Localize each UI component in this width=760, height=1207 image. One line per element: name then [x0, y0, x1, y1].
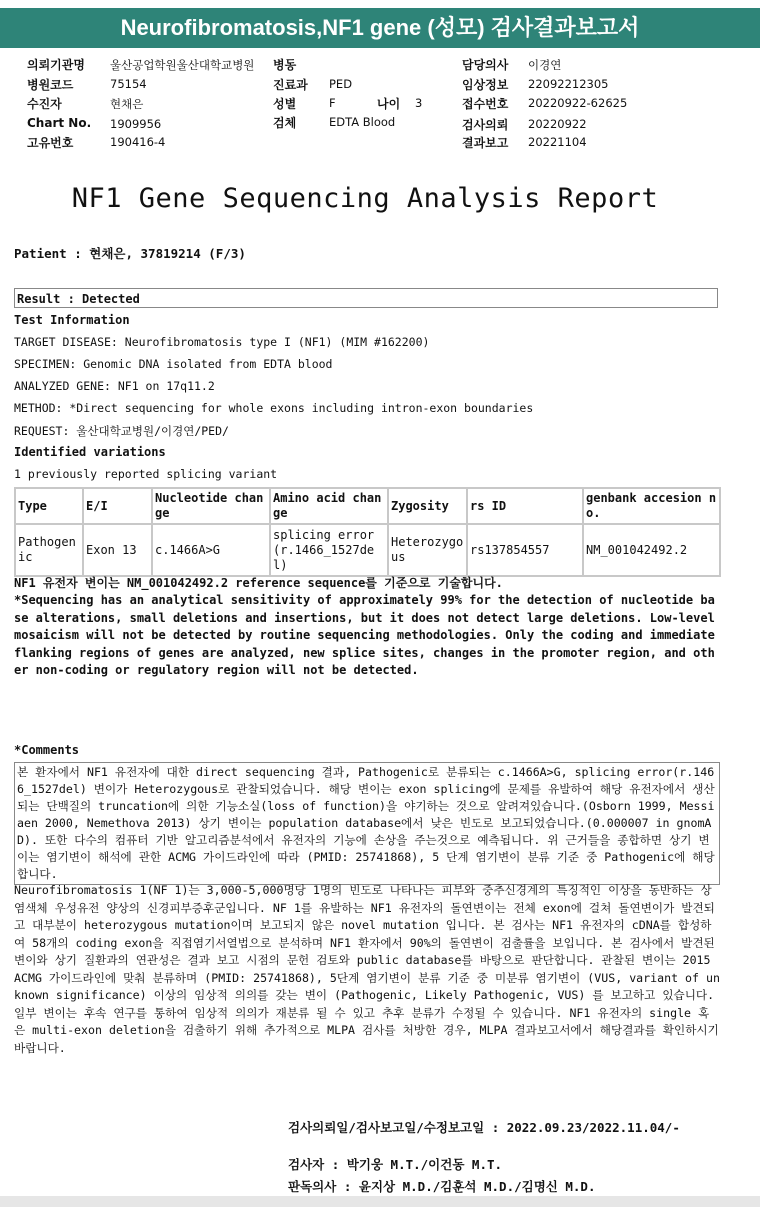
header-value-specimen: EDTA Blood	[329, 115, 396, 129]
header-value-report-date: 20221104	[528, 135, 587, 149]
variant-comment-box: 본 환자에서 NF1 유전자에 대한 direct sequencing 결과, Pathogenic로 분류되는 c.1466A>G, splicing error(r.1466_1527del) 변이가 Heterozygous로 관찰되었습니다. 해당 변이는 exon splicing에 문제를 유발하여 해당 유전자에서 생산되는 단백질의 truncation에 의한 기능소실(loss of function)을 야기하는 것으로 알려져있습니다.(Osborn 1999, Messiaen 2000, Nemethova 2013) 상기 변이는 population database에서 낮은 빈도로 보고되었습니다.(0.000007 in gnomAD). 또한 다수의 컴퓨터 기반 알고리즘분석에서 유전자의 기능에 손상을 주는것으로 예측됩니다. 위 근거들을 종합하면 상기 변이는 염기변이 해석에 관한 ACMG 가이드라인에 따라 (PMID: 25741868), 5 단계 염기변이 분류 기준 중 Pathogenic에 해당합니다.	[14, 762, 720, 885]
request-line: REQUEST: 울산대학교병원/이경연/PED/	[14, 424, 229, 438]
header-value-age: 3	[415, 96, 423, 110]
header-value-unique-no: 190416-4	[110, 135, 166, 149]
header-value-hospital-code: 75154	[110, 77, 147, 91]
header-value-patient: 현채은	[110, 97, 144, 111]
header-value-doctor: 이경연	[528, 58, 562, 72]
header-value-chart-no: 1909956	[110, 117, 162, 131]
header-label-sex: 성별	[273, 97, 297, 111]
patient-line: Patient : 현채은, 37819214 (F/3)	[14, 246, 246, 261]
header-label-report-date: 결과보고	[462, 136, 509, 150]
footer-reader: 판독의사 : 윤지상 M.D./김훈석 M.D./김명신 M.D.	[288, 1179, 596, 1194]
result-line: Result : Detected	[14, 288, 718, 308]
col-rs-id: rs ID	[467, 488, 583, 524]
analyzed-gene-line: ANALYZED GENE: NF1 on 17q11.2	[14, 379, 215, 393]
header-value-department: PED	[329, 77, 353, 91]
variant-table-row	[15, 524, 720, 576]
col-genbank-accession: genbank accesion no.	[583, 488, 720, 524]
col-type: Type	[15, 488, 83, 524]
header-label-clinical-info: 임상정보	[462, 78, 509, 92]
cell-exon-intron: Exon 13	[83, 524, 152, 576]
footer-dates: 검사의뢰일/검사보고일/수정보고일 : 2022.09.23/2022.11.04/-	[288, 1120, 680, 1135]
method-line: METHOD: *Direct sequencing for whole exons including intron-exon boundaries	[14, 401, 534, 415]
header-label-doctor: 담당의사	[462, 58, 509, 72]
cell-genbank-accession: NM_001042492.2	[583, 524, 720, 576]
cell-nucleotide-change: c.1466A>G	[152, 524, 270, 576]
header-label-receipt-no: 접수번호	[462, 97, 509, 111]
header-value-sex: F	[329, 96, 336, 110]
cell-amino-acid-change: splicing error (r.1466_1527del)	[270, 524, 388, 576]
cell-type: Pathogenic	[15, 524, 83, 576]
col-exon-intron: E/I	[83, 488, 152, 524]
header-label-patient: 수진자	[27, 97, 62, 111]
col-zygosity: Zygosity	[388, 488, 467, 524]
specimen-line: SPECIMEN: Genomic DNA isolated from EDTA blood	[14, 357, 333, 371]
target-disease-line: TARGET DISEASE: Neurofibromatosis type I (NF1) (MIM #162200)	[14, 335, 430, 349]
cell-zygosity: Heterozygous	[388, 524, 467, 576]
variant-table	[14, 487, 721, 577]
bottom-bar	[0, 1196, 760, 1207]
reference-sequence-note: NF1 유전자 변이는 NM_001042492.2 reference sequence를 기준으로 기술합니다.	[14, 576, 503, 590]
header-value-clinical-info: 22092212305	[528, 77, 609, 91]
col-nucleotide-change: Nucleotide change	[152, 488, 270, 524]
header-label-institution: 의뢰기관명	[27, 58, 85, 72]
header-value-request-date: 20220922	[528, 117, 587, 131]
sensitivity-note: *Sequencing has an analytical sensitivity of approximately 99% for the detection of nucleotide base alterations, small deletions and insertions, but it does not detect large deletions. Low-level mosaicism will not be detected by routine sequencing methodologies. Only the coding and immediate flanking regions of genes are analyzed, new splice sites, changes in the promoter region, and other non-coding or regulatory region will not be detected.	[14, 593, 715, 677]
header-label-specimen: 검체	[273, 116, 297, 130]
general-comment: Neurofibromatosis 1(NF 1)는 3,000-5,000명당 1명의 빈도로 나타나는 피부와 중추신경계의 특징적인 이상을 동반하는 상염색체 우성유전 양상의 신경피부증후군입니다. NF 1를 유발하는 NF1 유전자의 돌연변이는 전체 exon에 걸쳐 돌연변이가 발견되고 대부분이 heterozygous mutation이며 보고되지 않은 novel mutation 입니다. 본 검사는 NF1 유전자의 cDNA를 합성하여 58개의 coding exon을 직접염기서열법으로 분석하며 NF1 환자에서 90%의 돌연변이 검출률을 보입니다. 본 검사에서 발견된 변이와 상기 질환과의 연관성은 결과 보고 시점의 문헌 검토와 public database를 바탕으로 판단합니다. 관찰된 변이는 2015 ACMG 가이드라인에 맞춰 분류하며 (PMID: 25741868), 5단계 염기변이 분류 기준 중 미분류 염기변이 (VUS, variant of unknown significance) 이상의 임상적 의의를 갖는 변이 (Pathogenic, Likely Pathogenic, VUS) 를 보고하고 있습니다. 일부 변이는 후속 연구를 통하여 임상적 의의가 재분류 될 수 있고 추후 분류가 수정될 수 있습니다. NF1 유전자의 single 혹은 multi-exon deletion을 검출하기 위해 추가적으로 MLPA 검사를 처방한 경우, MLPA 결과보고서에서 해당결과를 확인하시기 바랍니다.	[14, 883, 720, 1055]
header-label-age: 나이	[377, 97, 401, 111]
header-value-institution: 울산공업학원울산대학교병원	[110, 58, 255, 72]
header-label-unique-no: 고유번호	[27, 136, 74, 150]
report-banner-title: Neurofibromatosis,NF1 gene (성모) 검사결과보고서	[0, 8, 760, 48]
col-amino-acid-change: Amino acid change	[270, 488, 388, 524]
identified-variations-heading: Identified variations	[14, 445, 166, 459]
test-information-heading: Test Information	[14, 313, 130, 327]
footer-examiner: 검사자 : 박기웅 M.T./이건동 M.T.	[288, 1157, 503, 1172]
comments-heading: *Comments	[14, 743, 80, 757]
report-title: NF1 Gene Sequencing Analysis Report	[71, 183, 659, 214]
header-label-chart-no: Chart No.	[27, 116, 92, 130]
cell-rs-id: rs137854557	[467, 524, 583, 576]
header-value-receipt-no: 20220922-62625	[528, 96, 628, 110]
header-label-department: 진료과	[273, 78, 308, 92]
header-label-hospital-code: 병원코드	[27, 78, 74, 92]
header-label-request-date: 검사의뢰	[462, 118, 509, 132]
header-label-ward: 병동	[273, 58, 297, 72]
variant-table-header	[15, 488, 720, 524]
variations-summary: 1 previously reported splicing variant	[14, 467, 278, 481]
